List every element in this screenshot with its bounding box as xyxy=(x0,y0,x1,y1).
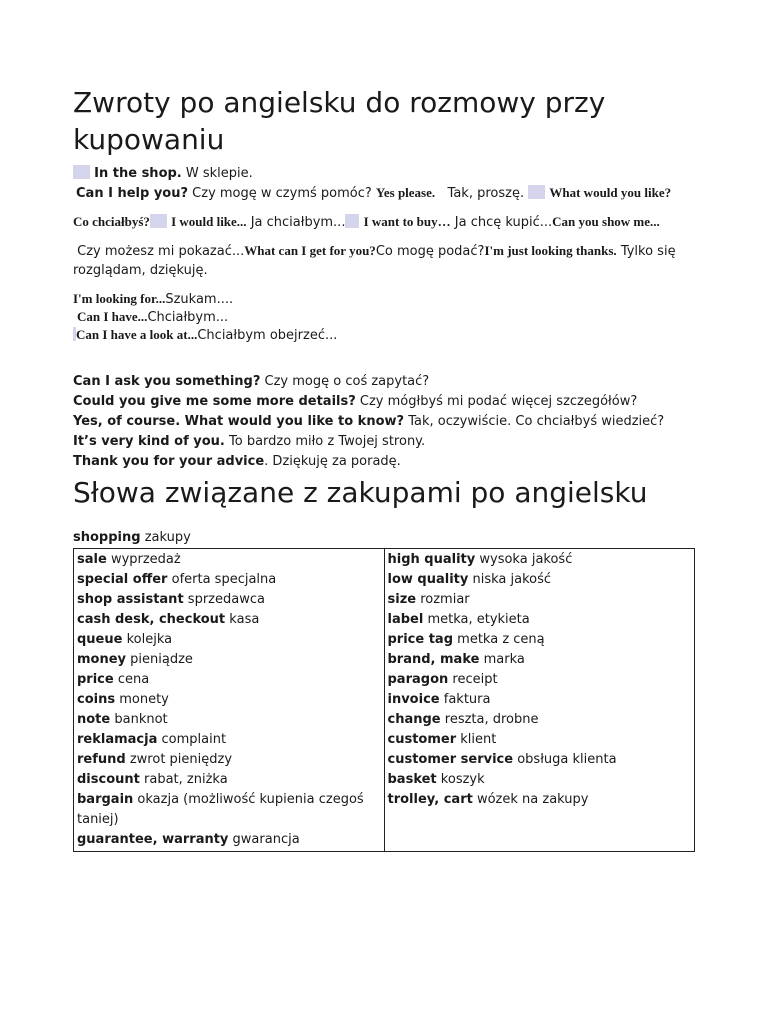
vocab-entry xyxy=(388,770,692,790)
section-title: Słowa związane z zakupami po angielsku xyxy=(73,476,648,509)
phrase-en: I'm just looking thanks. xyxy=(484,243,617,258)
vocab-pl: wysoka jakość xyxy=(479,552,573,567)
vocab-en: change xyxy=(387,712,441,727)
looking-line xyxy=(73,290,703,308)
phrase-line-2 xyxy=(76,183,703,203)
vocab-en: guarantee, warranty xyxy=(77,832,229,847)
vocab-en: customer xyxy=(387,732,457,747)
phrase-en: Can I have a look at... xyxy=(76,327,198,342)
phrase-en: Could you give me some more details? xyxy=(73,394,356,409)
highlight-mark xyxy=(150,214,167,228)
looking-block xyxy=(73,290,703,344)
vocab-entry xyxy=(77,710,381,730)
vocab-en: low quality xyxy=(387,572,469,587)
phrase-pl: To bardzo miło z Twojej strony. xyxy=(229,434,426,449)
vocab-entry xyxy=(388,570,692,590)
phrase-en: What would you like? xyxy=(549,185,672,200)
vocab-entry xyxy=(388,730,692,750)
phrase-en: In the shop. xyxy=(94,166,182,181)
phrase-en: Thank you for your advice xyxy=(73,454,265,469)
vocab-en: price xyxy=(77,672,114,687)
vocab-pl: okazja (możliwość kupienia czegoś taniej) xyxy=(77,792,364,827)
highlight-mark xyxy=(345,214,359,228)
vocab-en: refund xyxy=(77,752,126,767)
phrase-en: Can I help you? xyxy=(76,186,189,201)
phrase-line-1 xyxy=(73,164,703,183)
vocab-entry xyxy=(77,550,381,570)
vocab-en: bargain xyxy=(77,792,134,807)
vocab-pl: rozmiar xyxy=(420,592,470,607)
vocab-en: brand, make xyxy=(387,652,480,667)
vocab-entry xyxy=(388,790,692,810)
looking-line xyxy=(73,326,703,344)
vocab-pl: metka, etykieta xyxy=(427,612,530,627)
phrase-en: shopping xyxy=(73,530,141,545)
phrase-pl: W sklepie. xyxy=(185,166,253,181)
phrase-en: Can you show me... xyxy=(552,214,660,229)
vocab-entry xyxy=(388,590,692,610)
phrase-pl: Tak, proszę. xyxy=(447,186,525,201)
highlight-mark xyxy=(528,185,545,199)
vocab-entry xyxy=(77,750,381,770)
ask-line xyxy=(73,432,703,452)
phrase-pl: Czy mogę o coś zapytać? xyxy=(264,374,430,389)
phrase-en: What can I get for you? xyxy=(244,243,376,258)
vocab-en: discount xyxy=(77,772,140,787)
vocabulary-table xyxy=(73,548,695,852)
document-page xyxy=(73,84,703,852)
vocab-en: basket xyxy=(387,772,437,787)
vocab-en: high quality xyxy=(387,552,476,567)
shopping-line xyxy=(73,528,703,548)
phrase-line-4 xyxy=(73,241,683,280)
vocab-pl: reszta, drobne xyxy=(444,712,539,727)
phrase-en: Yes please. xyxy=(375,185,436,200)
vocab-entry xyxy=(388,750,692,770)
vocab-entry xyxy=(388,670,692,690)
phrase-en: I'm looking for... xyxy=(73,291,166,306)
vocab-en: size xyxy=(387,592,417,607)
phrase-pl: Ja chciałbym... xyxy=(250,215,346,230)
phrase-pl: Co chciałbyś? xyxy=(73,214,150,229)
vocab-pl: kolejka xyxy=(126,632,173,647)
phrase-en: Can I have... xyxy=(77,309,148,324)
vocab-pl: obsługa klienta xyxy=(517,752,617,767)
vocab-pl: klient xyxy=(460,732,497,747)
vocab-entry xyxy=(77,690,381,710)
ask-line xyxy=(73,372,703,392)
vocab-en: trolley, cart xyxy=(387,792,473,807)
vocab-en: shop assistant xyxy=(77,592,184,607)
phrase-en: I would like... xyxy=(171,214,247,229)
vocab-en: note xyxy=(77,712,111,727)
vocab-pl: pieniądze xyxy=(130,652,193,667)
phrase-pl: Szukam.... xyxy=(165,292,234,307)
vocab-entry xyxy=(77,670,381,690)
vocab-entry xyxy=(388,630,692,650)
vocab-pl: faktura xyxy=(443,692,491,707)
vocab-entry xyxy=(388,650,692,670)
vocab-entry xyxy=(77,650,381,670)
phrase-en: I want to buy… xyxy=(363,214,451,229)
ask-line xyxy=(73,412,703,432)
vocab-pl: gwarancja xyxy=(232,832,300,847)
vocab-en: invoice xyxy=(387,692,440,707)
vocab-entry xyxy=(77,730,381,750)
phrase-pl: Czy mogę w czymś pomóc? xyxy=(192,186,372,201)
vocab-entry xyxy=(388,550,692,570)
table-row xyxy=(74,549,695,852)
phrase-en: It’s very kind of you. xyxy=(73,434,225,449)
vocab-entry xyxy=(388,690,692,710)
vocab-pl: zwrot pieniędzy xyxy=(129,752,233,767)
phrase-pl: Tak, oczywiście. Co chciałbyś wiedzieć? xyxy=(408,414,665,429)
looking-line xyxy=(77,308,703,326)
phrase-pl: Tylko się rozglądam, dziękuję. xyxy=(73,244,676,278)
vocab-pl: rabat, zniżka xyxy=(144,772,228,787)
vocab-pl: monety xyxy=(119,692,169,707)
phrase-pl: . Dziękuję za poradę. xyxy=(264,454,401,469)
vocab-en: money xyxy=(77,652,127,667)
phrase-pl: Chciałbym obejrzeć... xyxy=(197,328,338,343)
vocab-pl: sprzedawca xyxy=(187,592,265,607)
vocab-pl: banknot xyxy=(114,712,168,727)
vocab-entry xyxy=(77,770,381,790)
vocab-pl: complaint xyxy=(161,732,227,747)
vocab-column-left xyxy=(74,549,385,852)
vocab-pl: cena xyxy=(117,672,150,687)
vocab-en: sale xyxy=(77,552,107,567)
ask-line xyxy=(73,392,703,412)
vocab-pl: wózek na zakupy xyxy=(476,792,589,807)
vocab-entry xyxy=(77,590,381,610)
vocab-en: queue xyxy=(77,632,123,647)
highlight-mark xyxy=(73,165,90,179)
vocab-en: label xyxy=(387,612,424,627)
vocab-en: customer service xyxy=(387,752,514,767)
phrase-line-3 xyxy=(73,212,703,232)
vocab-en: coins xyxy=(77,692,116,707)
vocab-entry xyxy=(77,830,381,850)
vocab-en: special offer xyxy=(77,572,168,587)
vocab-pl: koszyk xyxy=(440,772,485,787)
vocab-pl: marka xyxy=(483,652,525,667)
phrase-pl: Chciałbym... xyxy=(147,310,229,325)
vocab-column-right xyxy=(384,549,695,852)
phrase-pl: Czy mógłbyś mi podać więcej szczegółów? xyxy=(359,394,638,409)
vocab-entry xyxy=(388,610,692,630)
phrase-pl: Ja chcę kupić... xyxy=(454,215,553,230)
vocab-pl: kasa xyxy=(229,612,260,627)
page-title: Zwroty po angielsku do rozmowy przy kupowaniu xyxy=(73,86,606,156)
vocab-pl: niska jakość xyxy=(472,572,552,587)
vocab-entry xyxy=(77,610,381,630)
vocab-pl: receipt xyxy=(452,672,498,687)
vocab-en: reklamacja xyxy=(77,732,158,747)
phrase-en: Yes, of course. What would you like to know? xyxy=(73,414,405,429)
vocab-entry xyxy=(77,790,381,830)
vocab-en: price tag xyxy=(387,632,454,647)
vocab-entry xyxy=(77,570,381,590)
vocab-pl: oferta specjalna xyxy=(171,572,277,587)
vocab-entry xyxy=(388,710,692,730)
ask-line xyxy=(73,452,703,472)
vocab-pl: wyprzedaż xyxy=(110,552,181,567)
phrase-en: Can I ask you something? xyxy=(73,374,261,389)
vocab-en: cash desk, checkout xyxy=(77,612,226,627)
vocab-entry xyxy=(77,630,381,650)
vocab-pl: metka z ceną xyxy=(457,632,545,647)
ask-block xyxy=(73,372,703,472)
vocab-en: paragon xyxy=(387,672,449,687)
phrase-pl: zakupy xyxy=(144,530,191,545)
phrase-pl: Co mogę podać? xyxy=(375,244,485,259)
phrase-pl: Czy możesz mi pokazać... xyxy=(77,244,245,259)
